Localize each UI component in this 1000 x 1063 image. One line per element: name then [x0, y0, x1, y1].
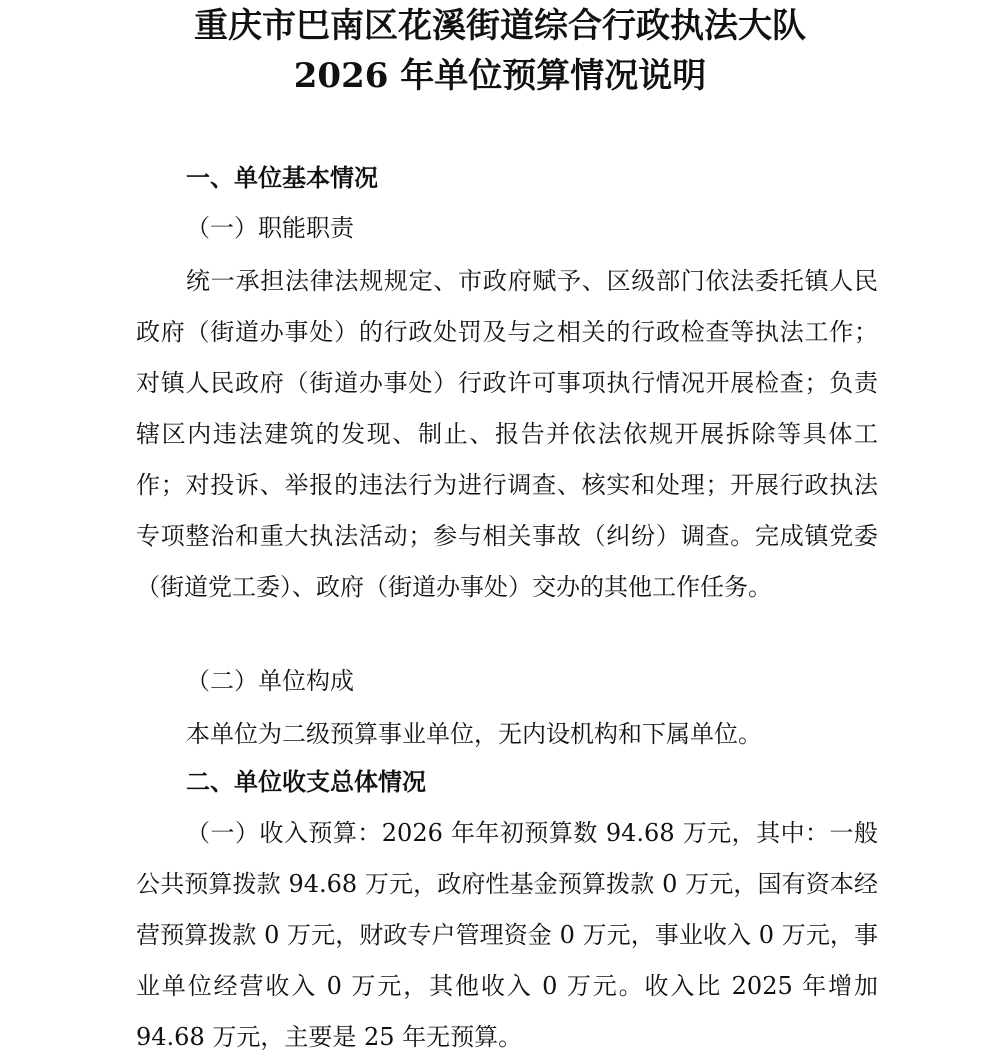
document-title-line2: 2026 年单位预算情况说明 — [293, 56, 707, 96]
paragraph-duties: 统一承担法律法规规定、市政府赋予、区级部门依法委托镇人民政府（街道办事处）的行政处罚及与之相关的行政检查等执法工作；对镇人民政府（街道办事处）行政许可事项执行情况开展检查；负责辖区内违法建筑的发现、制止、报告并依法依规开展拆除等具体工作；对投诉、举报的违法行为进行调查、核实和处理；开展行政执法专项整治和重大执法活动；参与相关事故（纠纷）调查。完成镇党委（街道党工委）、政府（街道办事处）交办的其他工作任务。 — [136, 267, 878, 601]
subsection-heading-composition: （二）单位构成 — [186, 667, 354, 695]
section-heading-revenue-expenditure: 二、单位收支总体情况 — [186, 768, 426, 796]
document-title-line1: 重庆市巴南区花溪街道综合行政执法大队 — [194, 6, 806, 46]
subsection-heading-duties: （一）职能职责 — [186, 214, 354, 242]
paragraph-revenue-budget: （一）收入预算：2026 年年初预算数 94.68 万元，其中：一般公共预算拨款 94.68 万元，政府性基金预算拨款 0 万元，国有资本经营预算拨款 0 万元，财政专户管理资金 0 万元，事业收入 0 万元，事业单位经营收入 0 万元，其他收入 0 万元。收入比 2025 年增加 94.68 万元，主要是 25 年无预算。 — [136, 819, 878, 1051]
section-heading-basic-info: 一、单位基本情况 — [186, 164, 378, 192]
paragraph-composition: 本单位为二级预算事业单位，无内设机构和下属单位。 — [186, 720, 762, 748]
